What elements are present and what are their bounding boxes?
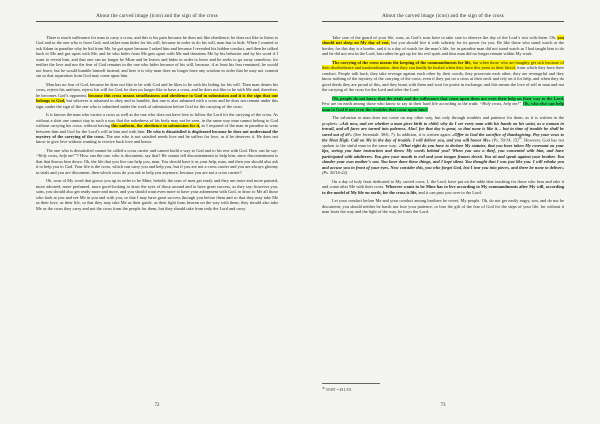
text-segment: (See Jeremiah: 30/6, 7). In addition, it is written again: bbox=[352, 131, 453, 137]
paragraph bbox=[322, 198, 564, 214]
text-segment: Take care of the guard of your life, sons, as God’s sons have to take care to observe the day of the Lord’s rest with them. Oh, bbox=[332, 35, 558, 40]
text-segment: (Ps. 50/16-22). bbox=[322, 170, 349, 176]
paragraph bbox=[322, 35, 564, 57]
page-body-left bbox=[36, 35, 278, 211]
text-segment: but you should live it with sobriety for its power for you. Be like those who stand watch at the border, for this day is a border, and it is a day of watch for the man’s life, for in paradise man did not stand watch as I had taught him to do and he did not rest in the Lord, but rather he got up for his evil spirit and thus man did no longer remain within My work. bbox=[322, 40, 564, 57]
highlighted-text: The carrying of the cross means the keeping of the commandments for life, bbox=[332, 59, 472, 65]
footnote bbox=[322, 383, 564, 392]
paragraph bbox=[36, 148, 278, 175]
text-segment: Few are on earth among those who know to say in their hard life according to the truth: bbox=[322, 101, 480, 107]
paragraph bbox=[36, 82, 278, 109]
text-segment: Oh, sons of My word that grows you up in order to be Mine, behold, the sons of men get ready and they are more and more painted, more adorned, more perfumed, more good-looking to draw the eyes of those around and to have great success, as they say; however you, sons, you should also get ready more and more, and you should want even more to have your adornment with God, to draw to Me all those who look at you and see Me in you and with you, so that I may have great success through you before them and so that they may take Me as their love, as their life, so that they may take Me as their guide, as their light from heaven on the way with them; they should also take Me as the cross they carry and not the cross from the people for them, but they should take from only the Lord and carry. bbox=[36, 178, 278, 211]
text-segment: Man has no fear of God, because he does not like to be with God and he likes to be with his hiding for his will. Then man denies his cross, rejects his uniform, rejects his will for God, he does no longer like to have a cross, and he does not like to be with Me and, therefore, he becomes God’s opponent, bbox=[36, 81, 278, 98]
text-segment: ? How can the one, who is discontent, say that? He cannot tell discontentment to help him, since discontentment is that that throws him down. Oh, the life that you live can help you, man. You should have it as your help, man, and then you should also ask it to help you to God. Your life is the cross, which can carry you and help you, but if you are not a cross carrier and you are always gloomy in trials and you are discontent, then which cross do you ask to help you anymore, because you are not a cross carrier? bbox=[36, 153, 278, 175]
text-segment: 50 bbox=[518, 135, 522, 140]
text-segment: He who is dissatisfied is displeased because he does not understand the mystery of the carrying of the cross. bbox=[36, 128, 278, 139]
text-segment: . However, God has not spoken to the sinful man in the same way: bbox=[322, 137, 565, 148]
paragraph bbox=[322, 115, 564, 176]
text-segment: “Holy cross, help me!” bbox=[36, 153, 77, 159]
text-segment: from which they have their conduct. People talk back, they take revenge against each other by their words, they prosecute each other, they are revengeful and they know nothing of the mystery of the carrying of the cross, even if they put on a cross at their neck and rely on it for help, and when they do good deeds they are proud of this, and they boast with them and wait for praise in exchange, and this means the love of self in man and not the carrying of the cross for the Lord and after the Lord. bbox=[322, 65, 564, 93]
paragraph bbox=[322, 96, 564, 112]
footnote-rule bbox=[322, 383, 380, 384]
highlighted-text: this uniform, the obedience in submission for it, bbox=[111, 123, 201, 129]
highlighted-text: Oh, people do not know that the trials and the sufferance that come upon them are even their help on their way to the Lord. bbox=[332, 95, 564, 101]
text-segment: The salvation to man does not come on any other way, but only through troubles and patience for them, as it is written in the prophets: bbox=[322, 115, 564, 126]
paragraph bbox=[322, 60, 564, 93]
text-segment: (Ps. 50/14, 15) bbox=[490, 137, 519, 143]
page-number-left: 72 bbox=[154, 403, 160, 408]
page-right bbox=[308, 10, 578, 414]
paragraph bbox=[322, 179, 564, 195]
footnote-marker: 50 bbox=[322, 385, 325, 390]
paragraph bbox=[36, 35, 278, 79]
highlighted-text: Oh, who else can help man to God if not even the troubles that come upon him? bbox=[322, 101, 565, 112]
highlighted-text: but when those who are haughty get sick because of their disobedience and insubordination, then they can hardly be healed when they have this yeast in their blood, bbox=[322, 59, 564, 71]
text-segment: «Ask now, and see whether a man gives birth to child; why do I see every man with his hands on his waist, as a woman in travail, and all faces are turned into paleness. Alas! for that day is great, so that none is like it… but in time of trouble he shall be saved out of it?» bbox=[322, 120, 564, 137]
highlighted-text: you should not sleep on My day of rest, bbox=[322, 35, 564, 46]
page-header-right: About the carved image (icon) and the sign of the cross bbox=[322, 14, 564, 22]
text-segment: as I required of the man in paradise to wear between him and God for the Lord’s will in him and with him. bbox=[36, 123, 278, 134]
page-left bbox=[22, 10, 292, 414]
text-segment: «What right do you have to declare My statutes, that you have taken My covenant on your lips, seeing you hate instruction and throw My words behind you? When you saw a thief, you consented with him, and have participated with adulterers. You give your mouth to evil and your tongue frames deceit. You sit and speak against your brother. You slander your own mother’s son. You have done these things, and I kept silent. You thought that I was just like you. I will rebuke you and accuse you in front of your eyes. Now consider this, you who forget God, lest I tear you into pieces, and there be none to deliver» bbox=[322, 142, 564, 170]
text-segment: It is known the man who carries a cross as well as the one who does not have love to follow the Lord for the carrying of the cross. As without a shirt one cannot stay in such a way that the nakedness of his body may not be seen, in the same way man cannot belong to God without carrying his cross, without having bbox=[36, 112, 278, 129]
paragraph bbox=[36, 178, 278, 211]
page-number-right: 73 bbox=[440, 403, 446, 408]
text-segment: but whoever is ashamed to obey and to humble, that one is also ashamed with a cross and he does not remain under this sign, under the sign of the one who is submitted under the work of submission before God for the carrying of the cross. bbox=[36, 98, 278, 109]
text-segment: Whoever wants to be Mine has to live according to My commandments after My will, according to the model of My life on earth, for the cross is life, bbox=[322, 184, 564, 195]
text-segment: «Offer to God the sacrifice of thanksgiving. Pay your vows to the Most High. Call on Me in the day of trouble. I will deliver you, and you will honor Me» bbox=[322, 131, 564, 143]
text-segment: On a day of holy feast dedicated to My carved cross, I, the Lord, have put on the table dear teaching for those who hear and take it and come after Me with their cross. bbox=[322, 178, 564, 190]
text-segment: Let your conduct before Me and your conduct among brothers be sweet, My people. Oh, do not get easily angry, son, and do not be discontent; you should neither be harsh nor lose your patience, or lose the gift of the fear of God for the steps of your life, for without it man loses the way and the light of the way, he loses the Lord. bbox=[322, 198, 564, 215]
text-segment: The one who is not satisfied needs love and he suffers for love, as if he deserves it. He does not know to give love without wanting to receive back love and honor. bbox=[36, 133, 278, 145]
text-segment: The one who is dissatisfied cannot be called a cross carrier and cannot build a way to God and to his rest with God. How can he say: bbox=[46, 147, 278, 153]
page-body-right bbox=[322, 35, 564, 215]
highlighted-text: because this cross means steadfastness and obedience to God in submission and it is the sign that one belongs to God, bbox=[36, 92, 278, 104]
text-segment: and it can pass you over to the Lord. bbox=[417, 189, 482, 195]
footnote-text: 50 MT = 49 LXX bbox=[325, 388, 352, 392]
text-segment: “Holy cross, help me!” bbox=[479, 101, 522, 107]
page-header-left: About the carved image (icon) and the sign of the cross bbox=[36, 14, 278, 22]
text-segment: There is much sufferance for man to carry a cross, and this is his pain because he does not like obedience; he does not like to listen to God and to the one who is from God, and rather man hides for his will, because in order to do his will, man has to hide. When I wanted to ask Adam in paradise why he hid from Me, he got upset because I asked him and because I revealed his hidden conduct, and then he talked back to Me and got upset with Me, and he who hides from Me gets upset with Me and threatens Me by his behavior and by his word if I want to reveal him, and that one can no longer be Mine and he leaves and hides in order to leave and he seeks to go away somehow, for neither the love and nor the fear of God remains in the one who hides because of his will, because, if at least his fear remained, he would not leave, but he would humble himself instead, and here it is why man does no longer have any wisdom in order that he may not commit sin so that separation from God may come upon him. bbox=[36, 35, 278, 79]
paragraph bbox=[36, 112, 278, 145]
